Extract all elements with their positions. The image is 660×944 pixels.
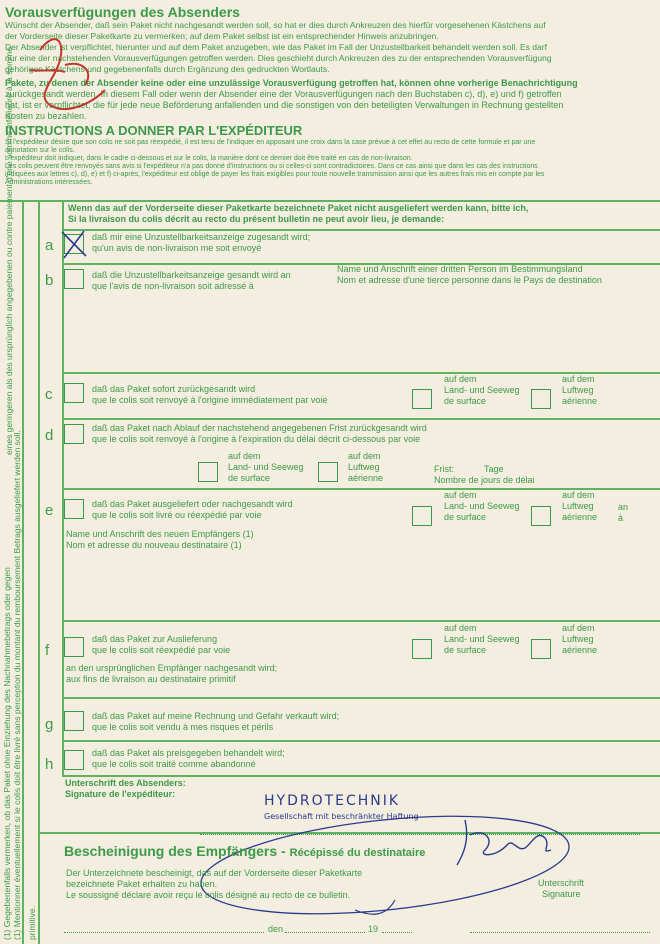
new-recipient-fr: Nom et adresse du nouveau destinataire (1) [66, 540, 242, 550]
option-d-air-checkbox[interactable] [318, 462, 338, 482]
option-d-frist-label: Frist: [434, 464, 454, 474]
option-c-letter: c [45, 386, 53, 403]
row-line [62, 775, 660, 777]
recipient-title-dash: - [277, 843, 290, 859]
option-e-checkbox[interactable] [64, 499, 84, 519]
route-label: Land- und Seeweg [444, 385, 520, 395]
intro-line: nur eine der nachstehenden Vorausverfügungen getroffen werden. Dies geschieht durch Ankreuzen des zu der entsprechenden Vorausverfügung [5, 53, 552, 63]
option-c-air-label [562, 374, 597, 407]
fr-line: Administrations intéressées. [5, 179, 93, 186]
route-label: de surface [228, 473, 271, 483]
fr-line: Si l'expéditeur désire que son colis ne soit pas réexpédié, il est tenu de l'indiquer en apposant une croix dans la case prévue à cet effet au recto de cette formule et par une [5, 139, 536, 146]
fr-line: annotation sur le colis. [5, 147, 75, 154]
route-label: Land- und Seeweg [228, 462, 304, 472]
option-g-letter: g [45, 716, 54, 733]
company-stamp-name: HYDROTECHNIK [264, 793, 401, 809]
frame-heading [68, 203, 528, 225]
intro-line: der Vorderseite dieser Paketkarte zu vermerken; auf dem Paket selbst ist ein entsprechender Hinweis anzubringen. [5, 31, 439, 41]
option-d-tage-label: Tage [484, 464, 504, 474]
option-d-air-label [348, 451, 383, 484]
route-label: Luftweg [562, 501, 594, 511]
option-b-letter: b [45, 272, 54, 289]
option-h-checkbox[interactable] [64, 750, 84, 770]
signature-label-fr: Signature de l'expéditeur: [65, 789, 176, 799]
row-line [62, 620, 660, 622]
fr-line: Les colis peuvent être renvoyés sans avis si l'expéditeur n'a pas donné d'instructions ou si celles-ci sont contradictoires. Dans ce cas ainsi que dans les cas des instructions [5, 163, 538, 170]
route-label: Luftweg [348, 462, 380, 472]
route-label: aérienne [562, 645, 598, 655]
option-c-surface-label [444, 374, 520, 407]
row-line [62, 418, 660, 420]
route-label: de surface [444, 645, 487, 655]
option-a-text [92, 232, 310, 254]
original-recipient-fr: aux fins de livraison au destinataire primitif [66, 674, 236, 684]
title-fr: INSTRUCTIONS A DONNER PAR L'EXPÉDITEUR [5, 123, 303, 138]
recipient-title-fr: Récépissé du destinataire [289, 847, 426, 859]
option-a-letter: a [45, 237, 54, 254]
side-note-inner: eines geringeren als des ursprünglich angegebenen ou contre paiement d'une somme inférieure à la somme [4, 47, 14, 455]
route-label: auf dem [562, 490, 595, 500]
original-recipient-de: an den ursprünglichen Empfänger nachgesandt wird; [66, 663, 278, 673]
option-d-delai-label: Nombre de jours de délai [434, 475, 535, 485]
row-line [62, 697, 660, 699]
year-field[interactable] [382, 932, 412, 933]
route-label: auf dem [444, 490, 477, 500]
bold-line: Kosten zu bezahlen. [5, 111, 87, 121]
option-d-checkbox[interactable] [64, 424, 84, 444]
option-f-text [92, 634, 230, 656]
fr-line: L'expéditeur doit indiquer, dans le cadre ci-dessous et sur le colis, la manière dont ce dernier doit être traité en cas de non-livraison. [5, 155, 413, 162]
option-h-de: daß das Paket als preisgegeben behandelt wird; [92, 748, 285, 758]
option-d-text [92, 423, 427, 445]
recipient-title [64, 843, 425, 859]
route-label: Luftweg [562, 634, 594, 644]
route-label: auf dem [444, 623, 477, 633]
option-d-fr: que le colis soit renvoyé à l'origine à l'expiration du délai décrit ci-dessous par voie [92, 434, 421, 444]
recipient-signature-field[interactable] [470, 932, 650, 933]
route-label: aérienne [562, 512, 598, 522]
option-f-surface-checkbox[interactable] [412, 639, 432, 659]
option-f-checkbox[interactable] [64, 637, 84, 657]
option-e-an: an [618, 502, 629, 512]
route-label: auf dem [348, 451, 381, 461]
option-f-surface-label [444, 623, 520, 656]
route-label: auf dem [562, 374, 595, 384]
recipient-text-de: bezeichnete Paket erhalten zu haben. [66, 879, 218, 889]
option-g-text [92, 711, 339, 733]
option-e-a: à [618, 513, 624, 523]
side-note-outer: (1) Gegebenenfalls vermerken, ob das Paket ohne Einziehung des Nachnahmebetrags oder gegen [2, 567, 12, 940]
row-line [62, 229, 660, 231]
recipient-sign-de: Unterschrift [538, 878, 585, 888]
fr-line: indiquées aux lettres c), d), e) et f) ci-après, l'expéditeur est obligé de payer les frais exigibles pour toute nouvelle transmission ainsi que les autres frais mis en compte par les [5, 171, 545, 178]
intro-line: Wünscht der Absender, daß sein Paket nicht nachgesandt werden soll, so hat er dies durch Ankreuzen des hierfür vorgesehenen Kästchens auf [5, 20, 546, 30]
recipient-signature-label [538, 878, 584, 900]
option-c-fr: que le colis soit renvoyé à l'origine immédiatement par voie [92, 395, 328, 405]
option-e-letter: e [45, 502, 54, 519]
option-b-checkbox[interactable] [64, 269, 84, 289]
option-g-de: daß das Paket auf meine Rechnung und Gefahr verkauft wird; [92, 711, 340, 721]
frame-heading-de: Wenn das auf der Vorderseite dieser Paketkarte bezeichnete Paket nicht ausgeliefert werden kann, bitte ich, [68, 203, 529, 213]
date-den-label: den [268, 924, 284, 934]
red-handwriting-mark-icon [10, 10, 120, 130]
company-stamp-subtitle: Gesellschaft mit beschränkter Haftung [264, 812, 419, 821]
intro-line: Der Absender ist verpflichtet, hierunter und auf dem Paket anzugeben, wie das Paket im Fall der Unzustellbarkeit behandelt werden soll. Es darf [5, 42, 547, 52]
bold-line: zurückgesandt werden. In diesem Fall oder wenn der Absender eine der Vorausverfügungen nach den Buchstaben c), d), e) und f) getroffen [5, 89, 562, 99]
intro-line: gehörigen Kästchens und gegebenenfalls durch Ergänzung des gedruckten Wortlauts. [5, 64, 330, 74]
signature-label-de: Unterschrift des Absenders: [65, 778, 186, 788]
route-label: de surface [444, 396, 487, 406]
option-f-air-label [562, 623, 597, 656]
option-d-letter: d [45, 427, 54, 444]
route-label: aérienne [562, 396, 598, 406]
option-d-de: daß das Paket nach Ablauf der nachstehend angegebenen Frist zurückgesandt wird [92, 423, 427, 433]
route-label: Land- und Seeweg [444, 634, 520, 644]
third-person-de: Name und Anschrift einer dritten Person im Bestimmungsland [337, 264, 583, 274]
frame-outer-vline [22, 200, 24, 944]
option-c-text [92, 384, 327, 406]
option-e-surface-label [444, 490, 520, 523]
date-field[interactable] [285, 932, 365, 933]
option-e-de: daß das Paket ausgeliefert oder nachgesandt wird [92, 499, 293, 509]
place-field[interactable] [64, 932, 264, 933]
route-label: auf dem [562, 623, 595, 633]
row-line [62, 740, 660, 742]
route-label: de surface [444, 512, 487, 522]
option-c-checkbox[interactable] [64, 383, 84, 403]
option-c-surface-checkbox[interactable] [412, 389, 432, 409]
frame-top-line [0, 200, 660, 202]
option-b-fr: que l'avis de non-livraison soit adressé à [92, 281, 254, 291]
option-e-text [92, 499, 293, 521]
recipient-text-de: Der Unterzeichnete bescheinigt, das auf der Vorderseite dieser Paketkarte [66, 868, 363, 878]
sender-signature-label [65, 778, 186, 800]
side-note-outer-2: (1) Mentionner éventuellement si le colis doit être livré sans perception du montant du remboursement Betrags ausgeliefert werden soll. [12, 430, 22, 940]
option-a-fr: qu'un avis de non-livraison me soit envoyé [92, 243, 262, 253]
option-f-air-checkbox[interactable] [531, 639, 551, 659]
route-label: aérienne [348, 473, 384, 483]
side-note-primitive: primitive. [27, 905, 37, 940]
new-recipient-de: Name und Anschrift des neuen Empfängers (1) [66, 529, 254, 539]
option-b-text [92, 270, 291, 292]
option-b-third-person [337, 264, 602, 286]
frame-heading-fr: Si la livraison du colis décrit au recto du présent bulletin ne peut avoir lieu, je demande: [68, 214, 445, 224]
option-d-surface-label [228, 451, 304, 484]
option-h-fr: que le colis soit traité comme abandonné [92, 759, 256, 769]
option-a-de: daß mir eine Unzustellbarkeitsanzeige zugesandt wird; [92, 232, 311, 242]
option-f-fr: que le colis soit réexpédié par voie [92, 645, 231, 655]
intro-fr [5, 139, 660, 187]
option-d-surface-checkbox[interactable] [198, 462, 218, 482]
option-e-surface-checkbox[interactable] [412, 506, 432, 526]
option-c-de: daß das Paket sofort zurückgesandt wird [92, 384, 256, 394]
cross-mark-icon [58, 228, 90, 260]
recipient-statement [66, 868, 362, 901]
route-label: auf dem [444, 374, 477, 384]
option-e-fr: que le colis soit livré ou réexpédié par voie [92, 510, 262, 520]
option-f-de: daß das Paket zur Auslieferung [92, 634, 218, 644]
option-c-air-checkbox[interactable] [531, 389, 551, 409]
option-f-original [66, 663, 277, 685]
option-h-text [92, 748, 285, 770]
option-g-checkbox[interactable] [64, 711, 84, 731]
option-h-letter: h [45, 756, 54, 773]
option-b-de: daß die Unzustellbarkeitsanzeige gesandt wird an [92, 270, 291, 280]
route-label: Luftweg [562, 385, 594, 395]
recipient-title-de: Bescheinigung des Empfängers [64, 843, 278, 859]
third-person-fr: Nom et adresse d'une tierce personne dans le Pays de destination [337, 275, 602, 285]
route-label: auf dem [228, 451, 261, 461]
option-g-fr: que le colis soit vendu à mes risques et périls [92, 722, 274, 732]
option-e-air-checkbox[interactable] [531, 506, 551, 526]
bold-line: hat, ist er verpflichtet, die für jede neue Beförderung anfallenden und die sonstigen von den beteiligten Verwaltungen in Rechnung gestellten [5, 100, 564, 110]
recipient-sign-fr: Signature [542, 889, 581, 899]
recipient-text-fr: Le soussigné déclare avoir reçu le colis désigné au recto de ce bulletin. [66, 890, 351, 900]
title-de: Vorausverfügungen des Absenders [5, 4, 240, 20]
option-f-letter: f [45, 642, 50, 659]
date-year-label: 19 [368, 924, 379, 934]
route-label: Land- und Seeweg [444, 501, 520, 511]
option-e-new-recipient [66, 529, 254, 551]
option-e-air-label [562, 490, 597, 523]
bold-line: Pakete, zu denen der Absender keine oder eine unzulässige Vorausverfügung getroffen hat, können ohne vorherige Benachrichtigung [5, 78, 578, 88]
